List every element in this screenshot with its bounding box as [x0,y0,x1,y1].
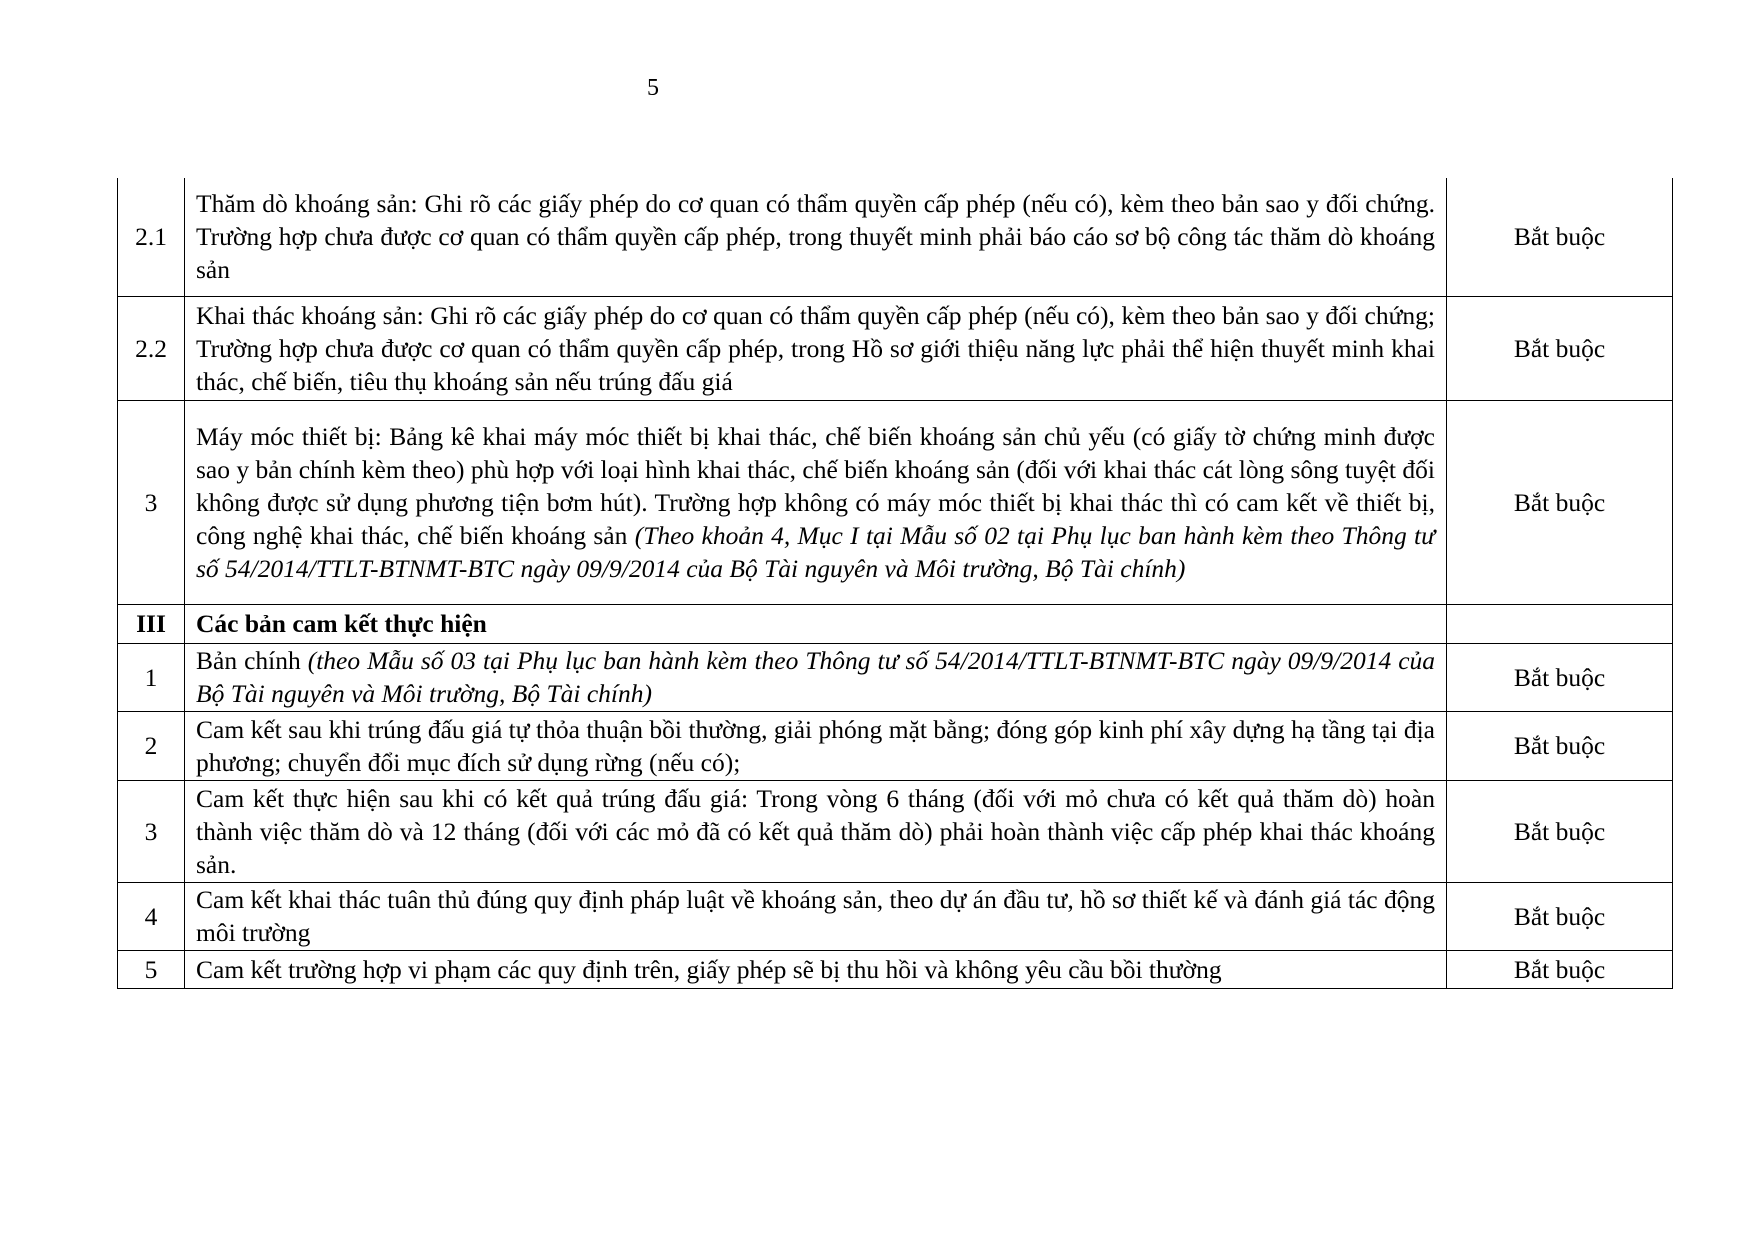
row-citation: (Theo khoản 4, Mục I tại Mẫu số 02 tại Phụ lục ban hành kèm theo Thông tư số 54/2014/TTLT-BTNMT-BTC ngày 09/9/2014 của Bộ Tài nguyên và Môi trường, Bộ Tài chính) [196,520,1436,583]
table-row [118,178,1673,296]
row-text: Thăm dò khoáng sản: Ghi rõ các giấy phép do cơ quan có thẩm quyền cấp phép (nếu có), kèm theo bản sao y đối chứng. Trường hợp chưa được cơ quan có thẩm quyền cấp phép, trong thuyết minh phải báo cáo sơ bộ công tác thăm dò khoáng sản [196,189,1435,285]
section-header-row [118,604,1673,643]
requirements-table [117,178,1673,989]
row-status: Bắt buộc [1447,711,1673,780]
table-row [118,780,1673,882]
row-text: Cam kết trường hợp vi phạm các quy định trên, giấy phép sẽ bị thu hồi và không yêu cầu bồi thường [196,954,1222,984]
page-number: 5 [647,75,659,101]
row-number: 2.2 [118,296,185,400]
row-citation: (theo Mẫu số 03 tại Phụ lục ban hành kèm theo Thông tư số 54/2014/TTLT-BTNMT-BTC ngày 09/9/2014 của Bộ Tài nguyên và Môi trường, Bộ Tài chính) [196,646,1436,708]
row-status: Bắt buộc [1447,400,1673,604]
table-row [118,643,1673,711]
table-row [118,882,1673,950]
row-description [185,882,1447,950]
row-text: Máy móc thiết bị: Bảng kê khai máy móc thiết bị khai thác, chế biến khoáng sản chủ yếu (có giấy tờ chứng minh được sao y bản chính kèm theo) phù hợp với loại hình khai thác, chế biến khoáng sản (đối với khai thác cát lòng sông tuyệt đối không được sử dụng phương tiện bơm hút). Trường hợp không có máy móc thiết bị khai thác thì có cam kết về thiết bị, công nghệ khai thác, chế biến khoáng sản [196,421,1435,550]
row-number: 3 [118,400,185,604]
table-row [118,950,1673,988]
row-description [185,178,1447,296]
table-row [118,711,1673,780]
row-text: Bản chính [196,646,301,675]
row-status: Bắt buộc [1447,643,1673,711]
table-row [118,400,1673,604]
row-number: 2 [118,711,185,780]
row-status: Bắt buộc [1447,296,1673,400]
row-text: Khai thác khoáng sản: Ghi rõ các giấy phép do cơ quan có thẩm quyền cấp phép (nếu có), kèm theo bản sao y đối chứng; Trường hợp chưa được cơ quan có thẩm quyền cấp phép, trong Hồ sơ giới thiệu năng lực phải thể hiện thuyết minh khai thác, chế biến, tiêu thụ khoáng sản nếu trúng đấu giá [196,300,1435,396]
row-number: 1 [118,643,185,711]
row-status: Bắt buộc [1447,882,1673,950]
row-description [185,296,1447,400]
row-text: Cam kết khai thác tuân thủ đúng quy định pháp luật về khoáng sản, theo dự án đầu tư, hồ sơ thiết kế và đánh giá tác động môi trường [196,885,1435,947]
row-text: Cam kết thực hiện sau khi có kết quả trúng đấu giá: Trong vòng 6 tháng (đối với mỏ chưa có kết quả thăm dò) hoàn thành việc thăm dò và 12 tháng (đối với các mỏ đã có kết quả thăm dò) phải hoàn thành việc cấp phép khai thác khoáng sản. [196,783,1435,879]
row-description [185,643,1447,711]
row-status: Bắt buộc [1447,950,1673,988]
row-number: 4 [118,882,185,950]
row-description [185,400,1447,604]
section-number: III [118,604,185,643]
row-status: Bắt buộc [1447,178,1673,296]
row-description [185,711,1447,780]
section-status-empty [1447,604,1673,643]
row-text: Cam kết sau khi trúng đấu giá tự thỏa thuận bồi thường, giải phóng mặt bằng; đóng góp kinh phí xây dựng hạ tầng tại địa phương; chuyển đổi mục đích sử dụng rừng (nếu có); [196,714,1435,777]
row-description [185,780,1447,882]
row-number: 3 [118,780,185,882]
table-row [118,296,1673,400]
row-number: 2.1 [118,178,185,296]
row-number: 5 [118,950,185,988]
row-description [185,950,1447,988]
section-title: Các bản cam kết thực hiện [185,604,1447,643]
row-status: Bắt buộc [1447,780,1673,882]
